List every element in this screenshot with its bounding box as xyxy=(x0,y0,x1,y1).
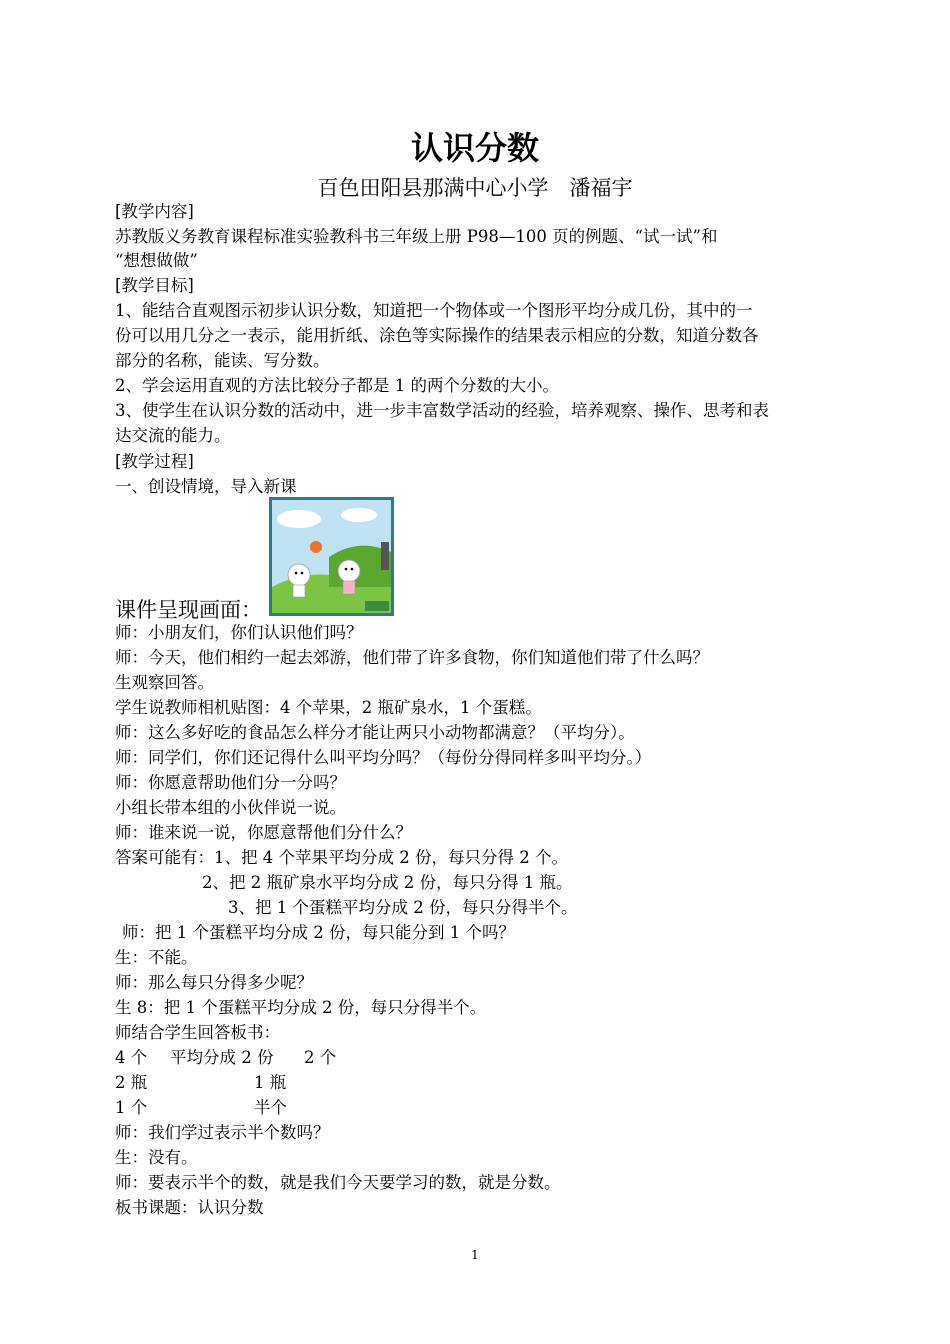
goals-heading: [教学目标] xyxy=(115,276,194,295)
board-cell: 2 个 xyxy=(304,1048,337,1067)
dialogue-line: 师：这么多好吃的食品怎么样分才能让两只小动物都满意？（平均分）。 xyxy=(115,723,635,742)
board-cell: 1 个 xyxy=(115,1098,148,1117)
dialogue-line: 学生说教师相机贴图：4 个苹果，2 瓶矿泉水，1 个蛋糕。 xyxy=(115,698,542,717)
dialogue-line: 师：你愿意帮助他们分一分吗？ xyxy=(115,773,346,792)
dialogue-line: 师：同学们，你们还记得什么叫平均分吗？（每份分得同样多叫平均分。） xyxy=(115,748,652,767)
courseware-label: 课件呈现画面： xyxy=(115,598,262,622)
goal-text: 2、学会运用直观的方法比较分子都是 1 的两个分数的大小。 xyxy=(115,376,559,395)
board-cell: 平均分成 2 份 xyxy=(170,1048,274,1067)
closing-line: 师：要表示半个的数，就是我们今天要学习的数，就是分数。 xyxy=(115,1173,561,1192)
goal-text: 达交流的能力。 xyxy=(115,426,231,445)
dialogue-line: 师：今天，他们相约一起去郊游，他们带了许多食物，你们知道他们带了什么吗？ xyxy=(115,648,709,667)
dialogue-line: 师：谁来说一说，你愿意帮他们分什么？ xyxy=(115,823,412,842)
board-cell: 2 瓶 xyxy=(115,1073,148,1092)
dialogue-line: 师：那么每只分得多少呢？ xyxy=(115,973,313,992)
goal-text: 部分的名称，能读、写分数。 xyxy=(115,351,330,370)
dialogue-line: 生 8：把 1 个蛋糕平均分成 2 份，每只分得半个。 xyxy=(115,998,487,1017)
goal-text: 3、使学生在认识分数的活动中，进一步丰富数学活动的经验，培养观察、操作、思考和表 xyxy=(115,401,769,420)
process-heading: [教学过程] xyxy=(115,452,194,471)
content-heading: [教学内容] xyxy=(115,202,194,221)
closing-line: 生：没有。 xyxy=(115,1148,198,1167)
dialogue-line: 3、把 1 个蛋糕平均分成 2 份，每只分得半个。 xyxy=(228,898,578,917)
step-heading: 一、创设情境，导入新课 xyxy=(115,477,297,496)
board-cell: 4 个 xyxy=(115,1048,148,1067)
author-line: 百色田阳县那满中心小学 潘福宇 xyxy=(317,176,633,200)
dialogue-line: 师结合学生回答板书： xyxy=(115,1023,280,1042)
board-cell: 半个 xyxy=(254,1098,287,1117)
page-title: 认识分数 xyxy=(410,129,539,167)
closing-line: 师：我们学过表示半个数吗？ xyxy=(115,1123,330,1142)
goal-text: 份可以用几分之一表示，能用折纸、涂色等实际操作的结果表示相应的分数，知道分数各 xyxy=(115,326,759,345)
dialogue-line: 生：不能。 xyxy=(115,948,198,967)
dialogue-line: 师：把 1 个蛋糕平均分成 2 份，每只能分到 1 个吗？ xyxy=(122,923,515,942)
goal-text: 1、能结合直观图示初步认识分数，知道把一个物体或一个图形平均分成几份，其中的一 xyxy=(115,301,753,320)
page-number: 1 xyxy=(471,1248,479,1262)
board-cell: 1 瓶 xyxy=(254,1073,287,1092)
dialogue-line: 师：小朋友们，你们认识他们吗？ xyxy=(115,623,363,642)
dialogue-line: 生观察回答。 xyxy=(115,673,214,692)
closing-line: 板书课题：认识分数 xyxy=(115,1198,264,1217)
content-text: 苏教版义务教育课程标准实验教科书三年级上册 P98—100 页的例题、“试一试”和 xyxy=(115,227,718,246)
content-text: “想想做做” xyxy=(115,251,198,270)
dialogue-line: 2、把 2 瓶矿泉水平均分成 2 份，每只分得 1 瓶。 xyxy=(202,873,573,892)
courseware-illustration xyxy=(269,497,394,616)
dialogue-line: 小组长带本组的小伙伴说一说。 xyxy=(115,798,346,817)
dialogue-line: 答案可能有：1、把 4 个苹果平均分成 2 份，每只分得 2 个。 xyxy=(115,848,568,867)
